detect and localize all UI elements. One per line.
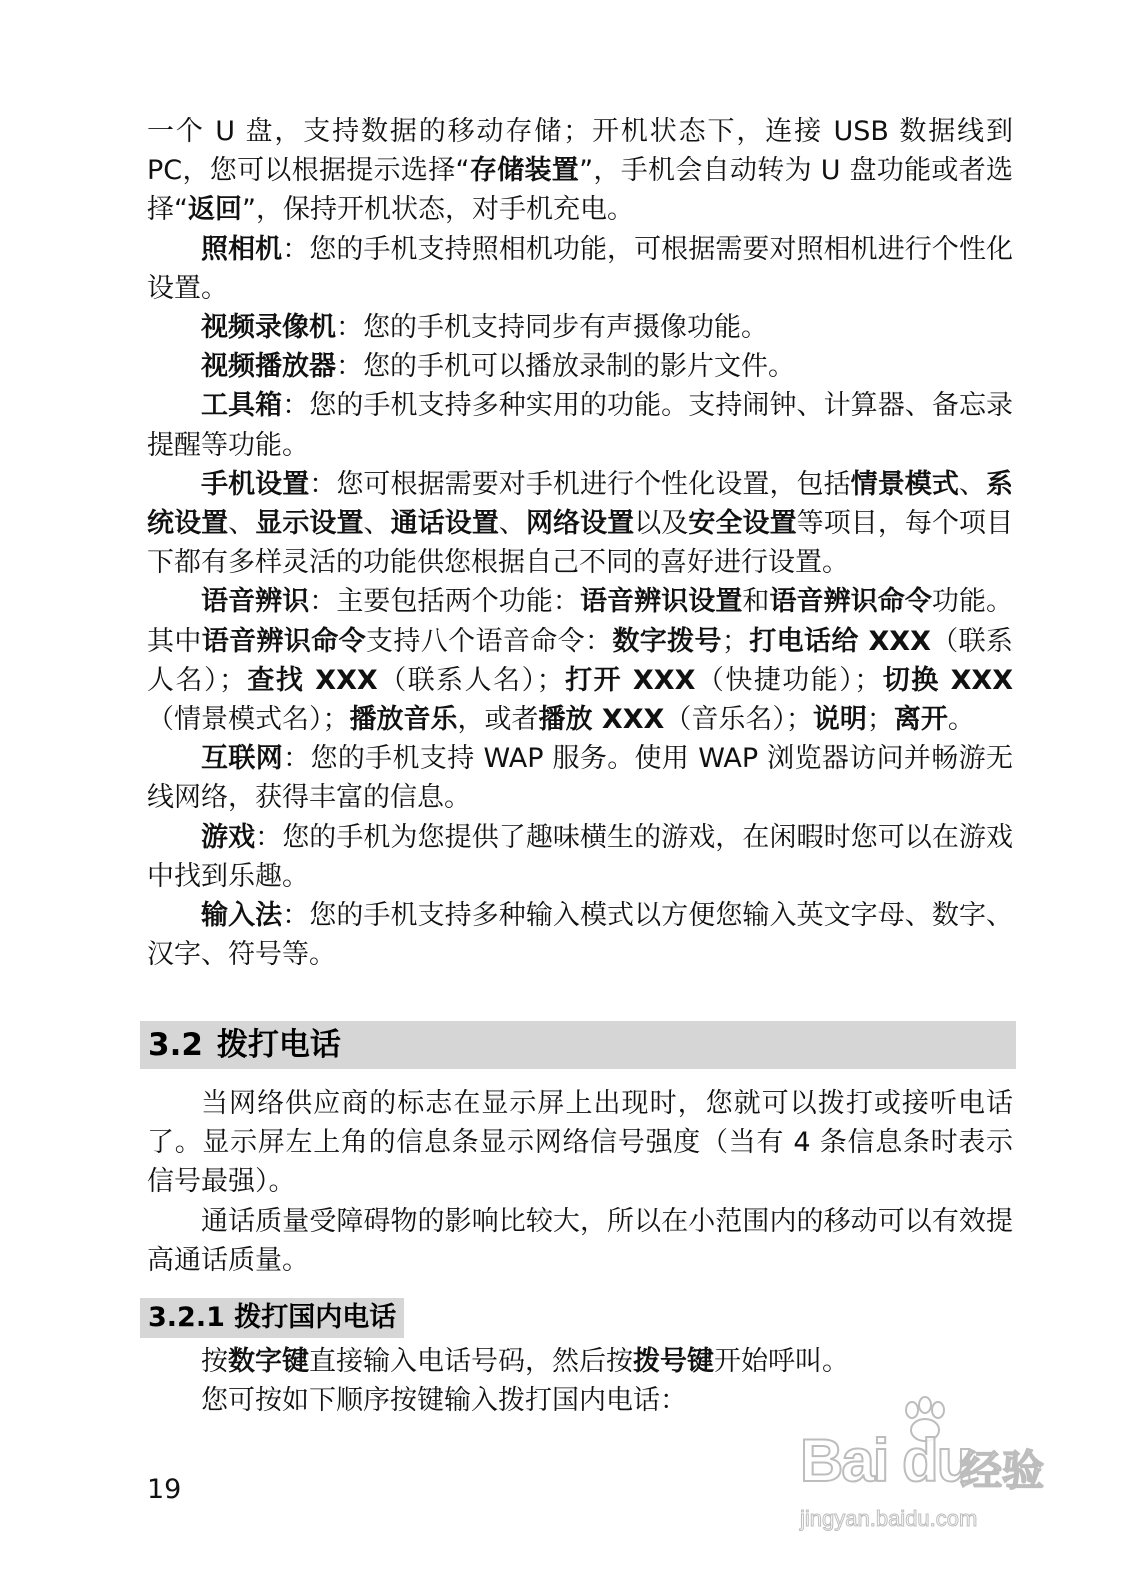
text-run: 以及	[634, 508, 689, 540]
text-run: 一个 U 盘，支持数据的移动存储；开机状态下，连接 USB 数据线到 PC，您可以根据提示选择“	[147, 116, 1013, 187]
text-run: 支持八个语音命令：	[365, 625, 613, 657]
feature-title: 游戏	[201, 821, 256, 853]
term: 语音辨识设置	[579, 586, 743, 618]
term: 打开 XXX	[563, 664, 696, 696]
feature-title: 互联网	[201, 743, 284, 775]
term: 打电话给 XXX	[748, 625, 931, 657]
term: 说明	[812, 704, 867, 736]
feature-title: 语音辨识	[201, 586, 310, 618]
text-run: 直接输入电话号码，然后按	[309, 1346, 633, 1377]
text-run: ；	[721, 625, 749, 657]
term: 语音辨识命令	[201, 625, 366, 657]
subsection-paragraph: 您可按如下顺序按键输入拨打国内电话：	[201, 1385, 687, 1417]
feature-title: 工具箱	[201, 390, 283, 422]
feature-text: ：您的手机为您提供了趣味横生的游戏，在闲暇时您可以在游戏中找到乐趣。	[147, 821, 1014, 892]
feature-text: ：您的手机可以播放录制的影片文件。	[336, 351, 795, 383]
text-run: ，或者	[457, 704, 539, 736]
term-return: 返回	[188, 194, 242, 226]
text-run: 、	[958, 468, 987, 500]
text-run: ”，手机会自动转为 U 盘功能或者选择“	[147, 155, 1014, 226]
feature-camera	[147, 230, 1013, 308]
section-body	[147, 1084, 1013, 1280]
feature-voice-recognition	[147, 582, 1013, 739]
text-run: （音乐名）；	[664, 704, 813, 736]
text-run: ”，保持开机状态，对手机充电。	[242, 194, 634, 226]
section-title: 拨打电话	[216, 1027, 341, 1063]
watermark-cn: 经验	[960, 1446, 1045, 1495]
text-run: ：主要包括两个功能：	[309, 586, 580, 618]
page-number: 19	[147, 1474, 182, 1505]
feature-text: ：您的手机支持多种实用的功能。支持闹钟、计算器、备忘录提醒等功能。	[147, 390, 1014, 461]
text-run: ：您可根据需要对手机进行个性化设置，包括	[309, 468, 851, 500]
term: 安全设置	[688, 508, 797, 540]
term-number-keys: 数字键	[228, 1346, 309, 1377]
text-run: 、	[498, 508, 526, 540]
feature-internet	[147, 739, 1013, 817]
term: 离开	[893, 704, 948, 736]
feature-text: ：您的手机支持同步有声摄像功能。	[336, 312, 768, 344]
feature-video-recorder	[147, 308, 1013, 347]
section-heading	[140, 1021, 1016, 1069]
feature-title: 输入法	[201, 900, 283, 932]
feature-video-player	[147, 347, 1013, 386]
feature-games	[147, 818, 1013, 896]
text-run: 开始呼叫。	[714, 1346, 849, 1377]
feature-text: ：您的手机支持照相机功能，可根据需要对照相机进行个性化设置。	[147, 233, 1014, 304]
feature-text: ：您的手机支持 WAP 服务。使用 WAP 浏览器访问并畅游无线网络，获得丰富的信息。	[147, 743, 1014, 814]
term-dial-key: 拨号键	[633, 1346, 714, 1377]
feature-toolbox	[147, 386, 1013, 464]
text-run: 功能。其中	[147, 586, 1014, 657]
watermark-logo: Bai du	[800, 1427, 972, 1494]
term: 播放音乐	[349, 704, 458, 736]
subsection-paragraph	[147, 1342, 1013, 1381]
text-run: 按	[201, 1346, 228, 1377]
term-storage-device: 存储装置	[469, 155, 580, 187]
baidu-watermark	[800, 1396, 1060, 1566]
term: 查找 XXX	[245, 664, 378, 696]
text-run: （联系人名）；	[147, 625, 1014, 696]
term: 显示设置	[255, 508, 364, 540]
text-run: （快捷功能）；	[695, 664, 882, 696]
section-number: 3.2	[148, 1027, 203, 1063]
feature-text: ：您的手机支持多种输入模式以方便您输入英文字母、数字、汉字、符号等。	[147, 900, 1014, 971]
feature-title: 视频录像机	[201, 312, 336, 344]
term: 语音辨识命令	[769, 586, 932, 618]
feature-phone-settings	[147, 465, 1013, 583]
text-run: 、	[363, 508, 391, 540]
body-text-top	[147, 112, 1013, 974]
section-paragraph: 当网络供应商的标志在显示屏上出现时，您就可以拨打或接听电话了。显示屏左上角的信息条显示网络信号强度（当有 4 条信息条时表示信号最强）。	[147, 1088, 1013, 1198]
text-run: （联系人名）；	[377, 664, 564, 696]
section-paragraph: 通话质量受障碍物的影响比较大，所以在小范围内的移动可以有效提高通话质量。	[147, 1205, 1013, 1276]
term: 播放 XXX	[538, 704, 665, 736]
feature-input-method	[147, 896, 1013, 974]
feature-title: 视频播放器	[201, 351, 336, 383]
term: 切换 XXX	[881, 664, 1014, 696]
feature-title: 照相机	[201, 233, 283, 265]
term: 数字拨号	[612, 625, 722, 657]
term: 网络设置	[525, 508, 635, 540]
text-run: 、	[228, 508, 256, 540]
subsection-heading-wrap	[140, 1298, 404, 1338]
term: 通话设置	[390, 508, 499, 540]
term: 情景模式	[850, 468, 959, 500]
text-run: 等项目，每个项目下都有多样灵活的功能供您根据自己不同的喜好进行设置。	[147, 508, 1014, 579]
text-run: ；	[866, 704, 894, 736]
term: 系统设置	[147, 468, 1014, 540]
text-run: 和	[742, 586, 770, 618]
text-run: 。	[947, 704, 975, 736]
text-run: （情景模式名）；	[147, 704, 350, 736]
feature-title: 手机设置	[201, 468, 310, 500]
watermark-url: jingyan.baidu.com	[800, 1506, 978, 1531]
subsection-heading: 3.2.1 拨打国内电话	[140, 1298, 404, 1338]
intro-paragraph	[147, 112, 1013, 230]
